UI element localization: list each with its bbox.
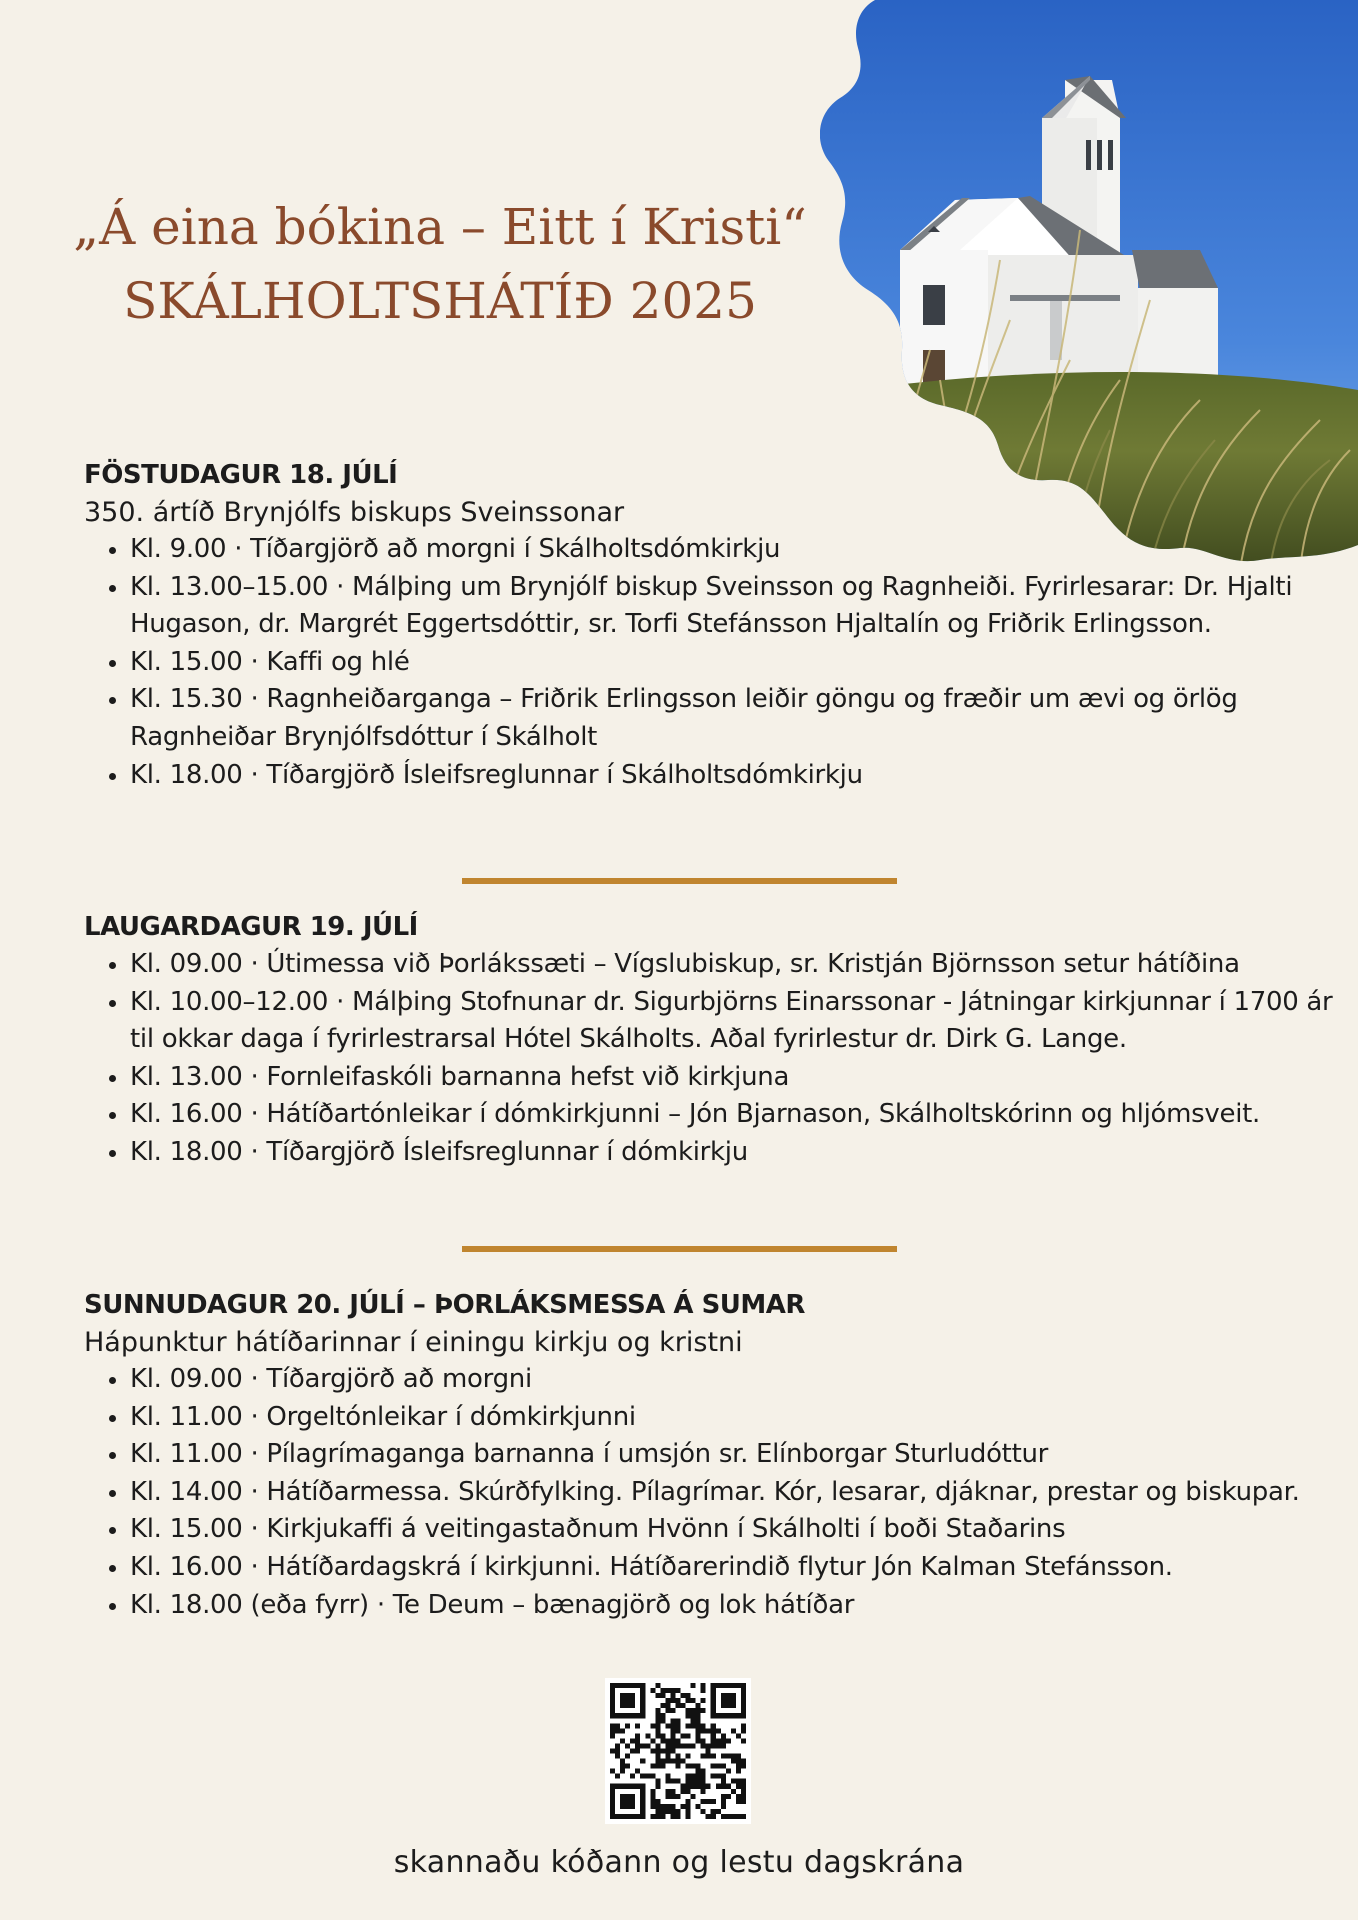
schedule-item: • Kl. 18.00 (eða fyrr) · Te Deum – bænagjörð og lok hátíðar <box>130 1587 1334 1625</box>
qr-code[interactable] <box>605 1678 751 1824</box>
schedule-list <box>84 946 1334 1172</box>
section-divider <box>462 1246 897 1252</box>
schedule-item: • Kl. 13.00–15.00 · Málþing um Brynjólf biskup Sveinsson og Ragnheiði. Fyrirlesarar: Dr. Hjalti Hugason, dr. Margrét Eggertsdóttir, sr. Torfi Stefánsson Hjaltalín og Friðrik Erlingsson. <box>130 569 1334 644</box>
schedule-item: • Kl. 11.00 · Pílagrímaganga barnanna í umsjón sr. Elínborgar Sturludóttur <box>130 1436 1334 1474</box>
schedule-list <box>84 1361 1334 1624</box>
schedule-item: • Kl. 13.00 · Fornleifaskóli barnanna hefst við kirkjuna <box>130 1059 1334 1097</box>
day-heading: FÖSTUDAGUR 18. JÚLÍ <box>84 460 398 490</box>
title-line-2: SKÁLHOLTSHÁTÍÐ 2025 <box>123 272 757 330</box>
footer-caption: skannaðu kóðann og lestu dagskrána <box>393 1845 965 1880</box>
schedule-item: • Kl. 18.00 · Tíðargjörð Ísleifsreglunnar í dómkirkju <box>130 1134 1334 1172</box>
schedule-list <box>84 531 1334 794</box>
schedule-item: • Kl. 16.00 · Hátíðardagskrá í kirkjunni. Hátíðarerindið flytur Jón Kalman Stefánsson. <box>130 1549 1334 1587</box>
schedule-item: • Kl. 18.00 · Tíðargjörð Ísleifsreglunnar í Skálholtsdómkirkju <box>130 757 1334 795</box>
schedule-item: • Kl. 09.00 · Tíðargjörð að morgni <box>130 1361 1334 1399</box>
schedule-item: • Kl. 15.00 · Kirkjukaffi á veitingastaðnum Hvönn í Skálholti í boði Staðarins <box>130 1511 1334 1549</box>
day-heading: SUNNUDAGUR 20. JÚLÍ – ÞORLÁKSMESSA Á SUMAR <box>84 1290 805 1320</box>
schedule-item: • Kl. 15.00 · Kaffi og hlé <box>130 644 1334 682</box>
day-section-saturday <box>84 909 1334 1172</box>
schedule-item: • Kl. 15.30 · Ragnheiðarganga – Friðrik Erlingsson leiðir göngu og fræðir um ævi og örlög Ragnheiðar Brynjólfsdóttur í Skálholt <box>130 681 1334 756</box>
page-title <box>60 190 820 338</box>
day-heading: LAUGARDAGUR 19. JÚLÍ <box>84 912 418 942</box>
day-subtitle: Hápunktur hátíðarinnar í einingu kirkju og kristni <box>84 1327 743 1358</box>
schedule-item: • Kl. 14.00 · Hátíðarmessa. Skúrðfylking. Pílagrímar. Kór, lesarar, djáknar, prestar og biskupar. <box>130 1474 1334 1512</box>
day-subtitle: 350. ártíð Brynjólfs biskups Sveinssonar <box>84 497 625 528</box>
day-section-friday <box>84 457 1334 794</box>
day-section-sunday <box>84 1287 1334 1624</box>
schedule-item: • Kl. 10.00–12.00 · Málþing Stofnunar dr. Sigurbjörns Einarssonar - Játningar kirkjunnar í 1700 ár til okkar daga í fyrirlestrarsal Hótel Skálholts. Aðal fyrirlestur dr. Dirk G. Lange. <box>130 984 1334 1059</box>
schedule-item: • Kl. 16.00 · Hátíðartónleikar í dómkirkjunni – Jón Bjarnason, Skálholtskórinn og hljómsveit. <box>130 1096 1334 1134</box>
title-line-1: „Á eina bókina – Eitt í Kristi“ <box>73 198 807 256</box>
schedule-item: • Kl. 9.00 · Tíðargjörð að morgni í Skálholtsdómkirkju <box>130 531 1334 569</box>
section-divider <box>462 878 897 884</box>
schedule-item: • Kl. 11.00 · Orgeltónleikar í dómkirkjunni <box>130 1399 1334 1437</box>
schedule-item: • Kl. 09.00 · Útimessa við Þorlákssæti – Vígslubiskup, sr. Kristján Björnsson setur hátíðina <box>130 946 1334 984</box>
